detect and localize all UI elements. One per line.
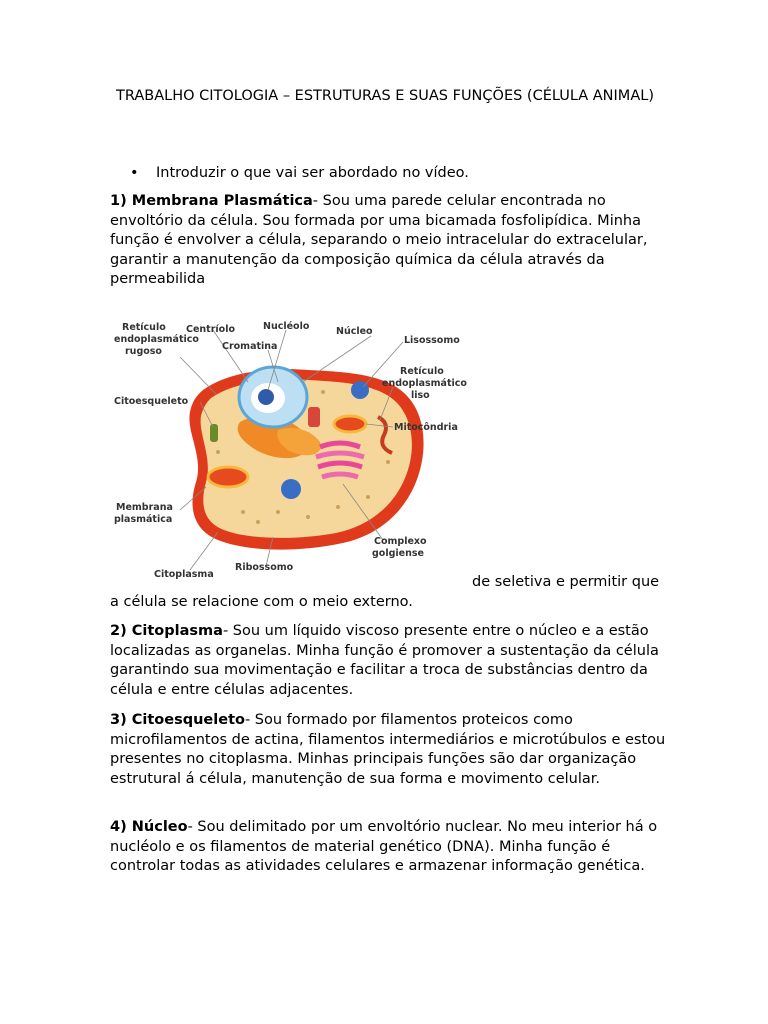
section-citoesqueleto xyxy=(110,711,670,789)
label-lisossomo: Lisossomo xyxy=(404,335,460,346)
section-text: - Sou formado por filamentos proteicos como microfilamentos de actina, filamentos intermediários e microtúbulos e estou presentes no citoplasma. Minhas principais funções são dar organização estrutural á célula, manutenção de sua forma e movimento celular. xyxy=(110,712,666,787)
section-citoplasma xyxy=(110,622,670,700)
label-reticulo-liso-2: endoplasmático xyxy=(382,378,467,389)
section-heading: 3) Citoesqueleto xyxy=(110,712,245,728)
label-reticulo-liso-3: liso xyxy=(411,390,430,401)
mitochondria-shape xyxy=(208,467,248,487)
cell-diagram xyxy=(108,312,473,582)
label-nucleolo: Nucléolo xyxy=(263,321,310,332)
nucleolus-shape xyxy=(258,389,274,405)
label-mitocondria: Mitocôndria xyxy=(394,422,458,433)
label-membrana: Membrana xyxy=(116,502,173,513)
bullet-item xyxy=(130,163,469,183)
label-membrana-2: plasmática xyxy=(114,514,173,525)
section-nucleo xyxy=(110,818,670,877)
label-complexo: Complexo xyxy=(374,536,427,547)
centriole-shape xyxy=(308,407,320,427)
label-ribossomo: Ribossomo xyxy=(235,562,294,573)
bullet-text: Introduzir o que vai ser abordado no vídeo. xyxy=(156,165,469,181)
label-reticulo-liso: Retículo xyxy=(400,366,444,377)
label-nucleo: Núcleo xyxy=(336,326,373,337)
section-membrana-continuation xyxy=(110,573,670,612)
section-heading: 4) Núcleo xyxy=(110,819,188,835)
label-citoesqueleto: Citoesqueleto xyxy=(114,396,189,407)
section-text-continued: de seletiva e permitir que a célula se relacione com o meio externo. xyxy=(110,574,660,610)
label-citoplasma: Citoplasma xyxy=(154,569,214,580)
label-reticulo-rugoso-2: endoplasmático xyxy=(114,334,199,345)
label-cromatina: Cromatina xyxy=(222,341,278,352)
label-complexo-2: golgiense xyxy=(372,548,424,559)
section-membrana xyxy=(110,192,670,290)
lysosome-shape-2 xyxy=(281,479,301,499)
bullet-dot-icon: • xyxy=(130,165,139,181)
section-heading: 2) Citoplasma xyxy=(110,623,223,639)
document-title: TRABALHO CITOLOGIA – ESTRUTURAS E SUAS FUNÇÕES (CÉLULA ANIMAL) xyxy=(116,88,654,104)
animal-cell-illustration xyxy=(108,312,473,582)
cytoskeleton-shape xyxy=(210,424,218,442)
label-reticulo-rugoso-3: rugoso xyxy=(125,346,162,357)
mitochondria-shape-2 xyxy=(334,416,366,432)
section-text: - Sou delimitado por um envoltório nuclear. No meu interior há o nucléolo e os filamentos de material genético (DNA). Minha função é controlar todas as atividades celulares e armazenar informação genética. xyxy=(110,819,658,875)
section-text: - Sou uma parede celular encontrada no envoltório da célula. Sou formada por uma bicamada fosfolipídica. Minha função é envolver a célula, separando o meio intracelular do extracelular, garantir a manutenção da composição química da célula através da permeabilida xyxy=(110,193,648,288)
label-reticulo-rugoso: Retículo xyxy=(122,322,166,333)
section-text: - Sou um líquido viscoso presente entre o núcleo e a estão localizadas as organelas. Minha função é promover a sustentação da célula garantindo sua movimentação e facilitar a troca de substâncias dentro da célula e entre células adjacentes. xyxy=(110,623,659,698)
label-centriolo: Centríolo xyxy=(186,324,235,335)
section-heading: 1) Membrana Plasmática xyxy=(110,193,313,209)
